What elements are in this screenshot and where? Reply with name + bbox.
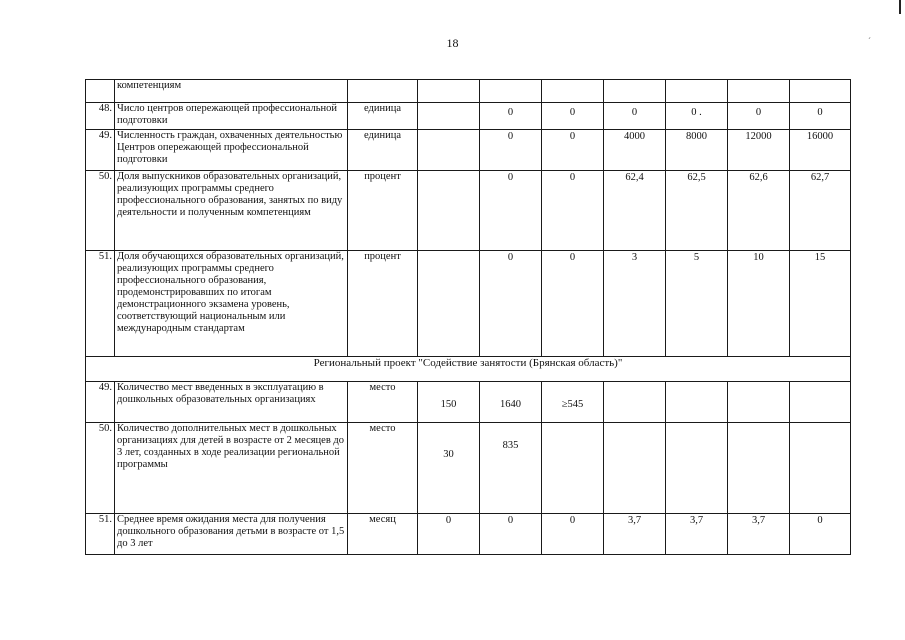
- value-cell: [604, 423, 666, 514]
- value-cell: ≥545: [542, 382, 604, 423]
- value-cell: 0: [542, 251, 604, 357]
- value-cell: 3,7: [666, 514, 728, 555]
- table-row: [86, 103, 851, 130]
- value-cell: 0: [604, 103, 666, 130]
- value-cell: [728, 382, 790, 423]
- value-cell: 16000: [790, 130, 851, 171]
- value-cell: [418, 130, 480, 171]
- value-cell: [666, 382, 728, 423]
- indicator-name: Доля обучающихся образовательных организаций, реализующих программы среднего профессионального образования, продемонстрировавших по итогам демонстрационного экзамена уровень, соответствующий национальным или международным стандартам: [115, 251, 348, 357]
- value-cell: 4000: [604, 130, 666, 171]
- value-cell: [418, 103, 480, 130]
- value-cell: 0: [728, 103, 790, 130]
- value-cell: 5: [666, 251, 728, 357]
- indicator-name: Число центров опережающей профессиональной подготовки: [115, 103, 348, 130]
- value-cell: 30: [418, 423, 480, 514]
- value-cell: 0: [480, 514, 542, 555]
- row-number: 51.: [86, 514, 115, 555]
- value-cell: [418, 80, 480, 103]
- unit-cell: единица: [348, 103, 418, 130]
- value-cell: 3: [604, 251, 666, 357]
- indicators-table: [85, 79, 851, 555]
- value-cell: 150: [418, 382, 480, 423]
- table-row: [86, 130, 851, 171]
- value-cell: 0: [542, 130, 604, 171]
- value-cell: 0: [542, 103, 604, 130]
- value-cell: [790, 423, 851, 514]
- value-cell: [728, 80, 790, 103]
- value-cell: [542, 80, 604, 103]
- row-number: 51.: [86, 251, 115, 357]
- value-cell: 62,7: [790, 171, 851, 251]
- value-cell: [666, 80, 728, 103]
- table-row: [86, 251, 851, 357]
- value-cell: [418, 251, 480, 357]
- value-cell: 15: [790, 251, 851, 357]
- value-cell: 0: [542, 171, 604, 251]
- row-number: 48.: [86, 103, 115, 130]
- value-cell: [728, 423, 790, 514]
- value-cell: 12000: [728, 130, 790, 171]
- indicator-name: Количество дополнительных мест в дошкольных организациях для детей в возрасте от 2 месяцев до 3 лет, созданных в ходе реализации региональной программы: [115, 423, 348, 514]
- scan-edge-mark: [899, 0, 901, 14]
- unit-cell: место: [348, 382, 418, 423]
- value-cell: 62,5: [666, 171, 728, 251]
- section-title: Региональный проект "Содействие занятости (Брянская область)": [86, 357, 851, 382]
- value-cell: 0: [418, 514, 480, 555]
- value-cell: [604, 80, 666, 103]
- unit-cell: [348, 80, 418, 103]
- value-cell: 0: [790, 514, 851, 555]
- value-cell: 62,6: [728, 171, 790, 251]
- value-cell: 0: [480, 171, 542, 251]
- row-number: 50.: [86, 423, 115, 514]
- unit-cell: процент: [348, 251, 418, 357]
- value-cell: [480, 80, 542, 103]
- value-cell: 1640: [480, 382, 542, 423]
- unit-cell: единица: [348, 130, 418, 171]
- value-cell: 0: [480, 251, 542, 357]
- value-cell: [790, 80, 851, 103]
- value-cell: 62,4: [604, 171, 666, 251]
- value-cell: [790, 382, 851, 423]
- table-row: [86, 382, 851, 423]
- indicator-name: Численность граждан, охваченных деятельностью Центров опережающей профессиональной подготовки: [115, 130, 348, 171]
- indicator-name: компетенциям: [115, 80, 348, 103]
- unit-cell: месяц: [348, 514, 418, 555]
- value-cell: 0: [542, 514, 604, 555]
- table-row: [86, 514, 851, 555]
- value-cell: [418, 171, 480, 251]
- indicator-name: Среднее время ожидания места для получения дошкольного образования детьми в возрасте от 1,5 до 3 лет: [115, 514, 348, 555]
- row-number: 49.: [86, 382, 115, 423]
- table-row: [86, 423, 851, 514]
- value-cell: 3,7: [604, 514, 666, 555]
- table-row: [86, 80, 851, 103]
- value-cell: 835: [480, 423, 542, 514]
- value-cell: 8000: [666, 130, 728, 171]
- value-cell: 0: [790, 103, 851, 130]
- unit-cell: место: [348, 423, 418, 514]
- value-cell: 0: [480, 130, 542, 171]
- section-row: [86, 357, 851, 382]
- value-cell: [604, 382, 666, 423]
- value-cell: 0: [480, 103, 542, 130]
- value-cell: 10: [728, 251, 790, 357]
- unit-cell: процент: [348, 171, 418, 251]
- value-cell: [666, 423, 728, 514]
- indicator-name: Доля выпускников образовательных организаций, реализующих программы среднего профессионального образования, занятых по виду деятельности и полученным компетенциям: [115, 171, 348, 251]
- row-number: 50.: [86, 171, 115, 251]
- page-number: 18: [446, 36, 459, 50]
- row-number: 49.: [86, 130, 115, 171]
- value-cell: [542, 423, 604, 514]
- scan-speck: ˊ: [868, 36, 871, 46]
- value-cell: 0 .: [666, 103, 728, 130]
- row-number: [86, 80, 115, 103]
- table-row: [86, 171, 851, 251]
- value-cell: 3,7: [728, 514, 790, 555]
- indicator-name: Количество мест введенных в эксплуатацию в дошкольных образовательных организациях: [115, 382, 348, 423]
